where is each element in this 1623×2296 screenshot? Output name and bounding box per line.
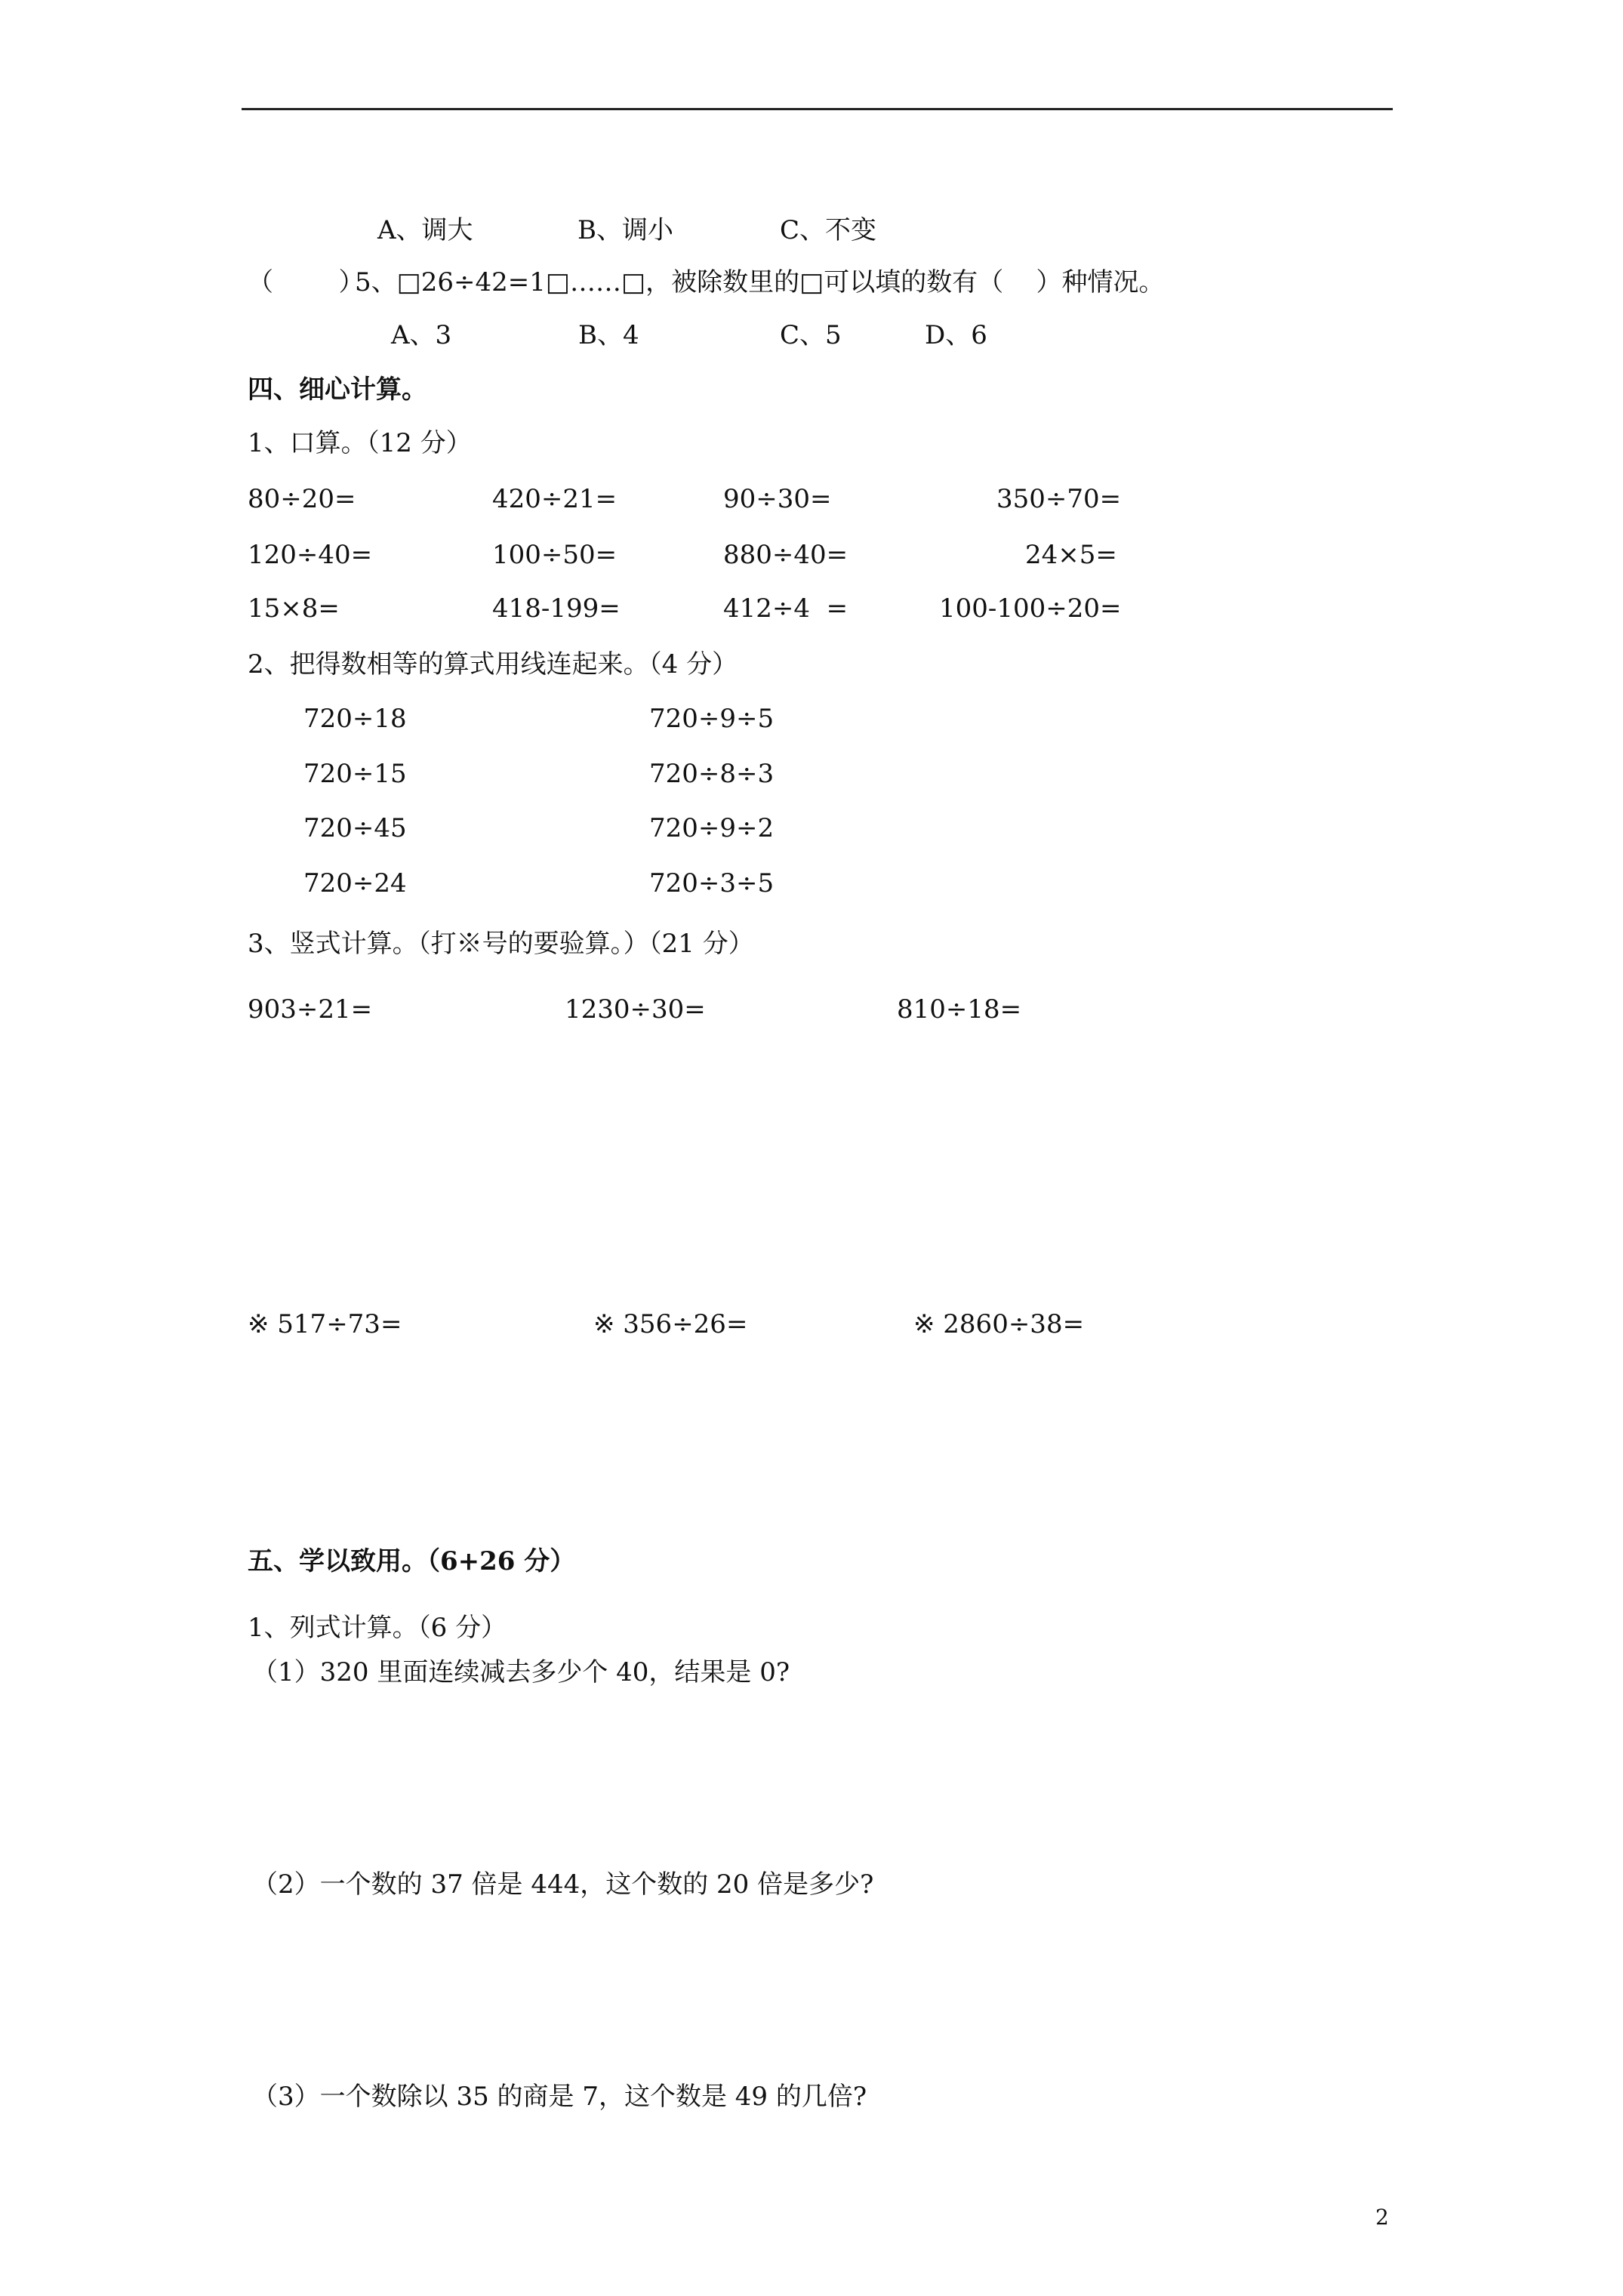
oral-item: 90÷30= bbox=[723, 484, 832, 514]
match-right-item: 720÷9÷5 bbox=[649, 704, 775, 734]
match-right-item: 720÷8÷3 bbox=[649, 759, 775, 789]
q4-option-b: B、调小 bbox=[577, 215, 673, 245]
q4-option-a: A、调大 bbox=[377, 215, 473, 245]
word-problem-2: （2）一个数的 37 倍是 444，这个数的 20 倍是多少? bbox=[252, 1869, 874, 1900]
vertical-check-item: ※ 356÷26= bbox=[593, 1309, 748, 1339]
vertical-check-item: ※ 2860÷38= bbox=[913, 1309, 1085, 1339]
oral-item: 420÷21= bbox=[492, 484, 617, 514]
vertical-item: 1230÷30= bbox=[565, 994, 706, 1025]
oral-item: 412÷4 = bbox=[723, 593, 848, 624]
q5-option-c: C、5 bbox=[780, 320, 842, 350]
word-problem-3: （3）一个数除以 35 的商是 7，这个数是 49 的几倍? bbox=[252, 2082, 867, 2112]
section4-title: 四、细心计算。 bbox=[248, 374, 427, 405]
header-rule bbox=[242, 108, 1393, 110]
oral-item: 15×8= bbox=[248, 593, 340, 624]
oral-item: 100÷50= bbox=[492, 540, 617, 570]
match-right-item: 720÷9÷2 bbox=[649, 813, 775, 843]
word-problem-1: （1）320 里面连续减去多少个 40，结果是 0? bbox=[252, 1657, 790, 1687]
vertical-check-item: ※ 517÷73= bbox=[248, 1309, 402, 1339]
match-title: 2、把得数相等的算式用线连起来。（4 分） bbox=[248, 649, 738, 680]
vertical-item: 810÷18= bbox=[897, 994, 1022, 1025]
q5-answer-paren: （ ） bbox=[248, 267, 365, 297]
match-left-item: 720÷15 bbox=[303, 759, 407, 789]
oral-item: 120÷40= bbox=[248, 540, 373, 570]
q5-question: 5、□26÷42=1□……□，被除数里的□可以填的数有（ ）种情况。 bbox=[355, 267, 1165, 297]
section5-title: 五、学以致用。（6+26 分） bbox=[248, 1546, 576, 1576]
oral-title: 1、口算。（12 分） bbox=[248, 428, 472, 458]
q5-option-a: A、3 bbox=[391, 320, 452, 350]
match-left-item: 720÷24 bbox=[303, 868, 407, 898]
q5-option-b: B、4 bbox=[578, 320, 639, 350]
page-number: 2 bbox=[1375, 2205, 1389, 2230]
oral-item: 80÷20= bbox=[248, 484, 356, 514]
section5-sub1-title: 1、列式计算。（6 分） bbox=[248, 1613, 507, 1643]
vertical-item: 903÷21= bbox=[248, 994, 373, 1025]
vertical-title: 3、竖式计算。（打※号的要验算。）（21 分） bbox=[248, 929, 754, 959]
match-right-item: 720÷3÷5 bbox=[649, 868, 775, 898]
match-left-item: 720÷18 bbox=[303, 704, 407, 734]
q4-option-c: C、不变 bbox=[780, 215, 877, 245]
oral-item: 24×5= bbox=[1025, 540, 1117, 570]
oral-item: 100-100÷20= bbox=[939, 593, 1122, 624]
q5-option-d: D、6 bbox=[925, 320, 987, 350]
oral-item: 880÷40= bbox=[723, 540, 848, 570]
match-left-item: 720÷45 bbox=[303, 813, 407, 843]
oral-item: 350÷70= bbox=[996, 484, 1122, 514]
oral-item: 418-199= bbox=[492, 593, 621, 624]
